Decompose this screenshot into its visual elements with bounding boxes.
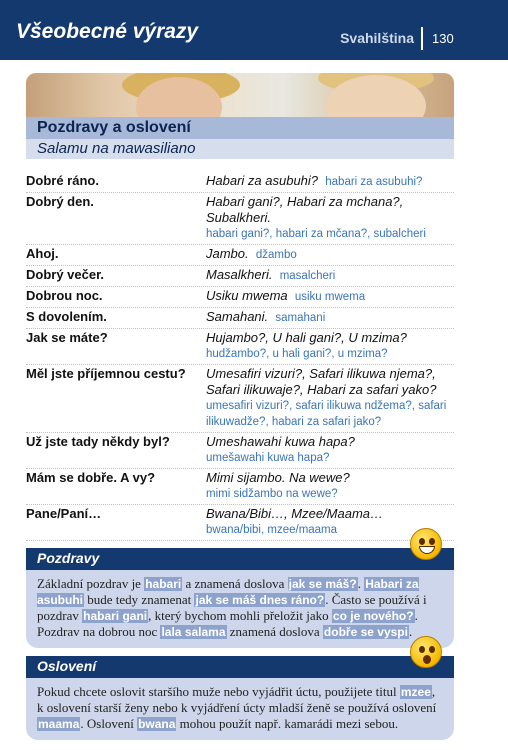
chapter-title: Všeobecné výrazy [16,20,199,43]
phrase-row [26,172,454,193]
phrase-row [26,287,454,308]
addressing-tip-box [26,656,454,740]
czech-phrase: Měl jste příjemnou cestu? [26,366,186,381]
highlighted-term: habari gani [83,609,148,623]
swahili-phrase: Samahani. [206,309,269,324]
pronunciation: usiku mwema [294,291,366,303]
swahili-phrase: Usiku mwema [206,288,288,303]
swahili-phrase: Bwana/Bibi…, Mzee/Maama… [206,506,384,521]
section-subheading [26,139,454,159]
phrase-table [26,172,454,541]
pronunciation: džambo [255,249,297,261]
page-header [0,0,508,60]
language-label: Svahilština [340,30,414,46]
highlighted-term: Habari za asubuhi [37,577,419,607]
highlighted-term: bwana [138,717,176,731]
swahili-phrase: Masalkheri. [206,267,273,282]
phrase-row [26,193,454,245]
swahili-phrase: Umeshawahi kuwa hapa? [206,434,355,449]
phrase-row [26,505,454,541]
phrase-row [26,245,454,266]
czech-phrase: Dobrý den. [26,194,94,209]
swahili-phrase: Habari gani?, Habari za mchana?, Subalkheri. [206,194,404,225]
swahili-phrase: Habari za asubuhi? [206,173,319,188]
swahili-phrase: Jambo. [206,246,249,261]
pronunciation: umešawahi kuwa hapa? [206,452,330,464]
highlighted-term: mzee [400,685,431,699]
czech-phrase: Dobré ráno. [26,173,99,188]
page-number: 130 [432,31,454,46]
tip-text: Pokud chcete oslovit staršího muže nebo vyjádřit úctu, použijete titul mzee, k oslovení starší ženy nebo k vyjádření úcty mladší ženě se používá oslovení maama. Oslovení bwana mohou použít např. kamarádi mezi sebou. [37,684,437,731]
czech-phrase: Už jste tady někdy byl? [26,434,170,449]
highlighted-term: jak se máš? [288,577,357,591]
czech-phrase: S dovolením. [26,309,107,324]
phrase-row [26,308,454,329]
pronunciation: bwana/bibi, mzee/maama [206,524,338,536]
pronunciation: habari za asubuhi? [325,176,423,188]
czech-phrase: Dobrou noc. [26,288,103,303]
highlighted-term: lala salama [161,625,226,639]
czech-phrase: Ahoj. [26,246,59,261]
surprised-face-icon [410,636,442,668]
czech-phrase: Dobrý večer. [26,267,105,282]
highlighted-term: co je nového? [332,609,414,623]
highlighted-term: maama [38,717,80,731]
section-photo [26,73,454,117]
section-subtitle: Salamu na mawasiliano [37,140,196,157]
phrase-row [26,266,454,287]
tip-title: Pozdravy [26,548,454,570]
smiley-icon [410,528,442,560]
phrase-row [26,365,454,433]
phrase-row [26,329,454,365]
header-divider [421,27,423,50]
tip-title: Oslovení [26,656,454,678]
pronunciation: hudžambo?, u hali gani?, u mzima? [206,348,388,360]
pronunciation: mimi sidžambo na wewe? [206,488,338,500]
tip-text: Základní pozdrav je habari a znamená doslova jak se máš?. Habari za asubuhi bude tedy znamenat jak se máš dnes ráno?. Často se používá i pozdrav habari gani, který bychom mohli přeložit jako co je nového?. Pozdrav na dobrou noc lala salama znamená doslova dobře se vyspi. [37,576,427,639]
pronunciation: masalcheri [279,270,336,282]
highlighted-term: dobře se vyspi [323,625,408,639]
section-title: Pozdravy a oslovení [37,119,191,136]
pronunciation: umesafiri vizuri?, safari ilikuwa ndžema?, safari ilikuwadže?, habari za safari jako? [206,400,447,428]
swahili-phrase: Umesafiri vizuri?, Safari ilikuwa njema?, Safari ilikuwaje?, Habari za safari yako? [206,366,437,397]
czech-phrase: Jak se máte? [26,330,108,345]
pronunciation: samahani [275,312,326,324]
swahili-phrase: Hujambo?, U hali gani?, U mzima? [206,330,407,345]
highlighted-term: habari [145,577,182,591]
highlighted-term: jak se máš dnes ráno? [195,593,325,607]
section-heading [26,117,454,139]
phrase-row [26,469,454,505]
greetings-tip-box [26,548,454,648]
swahili-phrase: Mimi sijambo. Na wewe? [206,470,350,485]
pronunciation: habari gani?, habari za mčana?, subalcheri [206,228,426,240]
czech-phrase: Pane/Paní… [26,506,102,521]
phrase-row [26,433,454,469]
czech-phrase: Mám se dobře. A vy? [26,470,156,485]
